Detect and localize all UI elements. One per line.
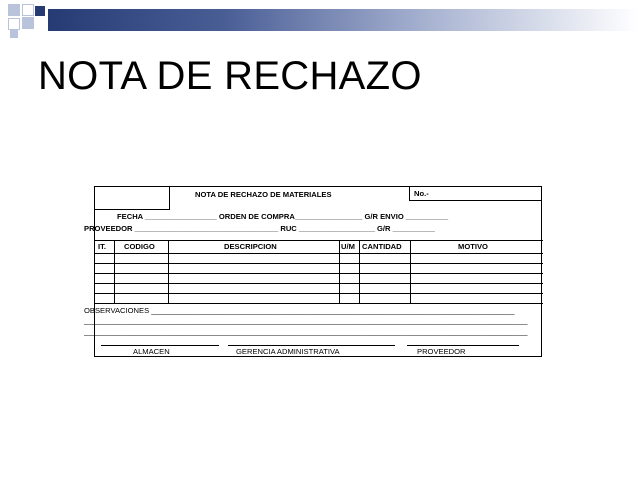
form-header-title: NOTA DE RECHAZO DE MATERIALES <box>195 190 332 199</box>
observaciones-fill: ______________________________________________________________________________________ <box>151 306 515 315</box>
col-header-descripcion: DESCRIPCION <box>224 242 277 251</box>
signature-label-almacen: ALMACEN <box>133 347 170 356</box>
signature-label-proveedor: PROVEEDOR <box>417 347 466 356</box>
observaciones-line: _________________________________________________________________________________________________________ <box>84 327 528 336</box>
deco-square <box>35 6 45 16</box>
col-header-it: IT. <box>98 242 107 251</box>
table-bottom-border <box>95 303 543 304</box>
table-col-divider <box>359 240 360 303</box>
table-col-divider <box>114 240 115 303</box>
deco-square <box>22 4 34 16</box>
signature-label-gerencia: GERENCIA ADMINISTRATIVA <box>236 347 340 356</box>
table-col-divider <box>168 240 169 303</box>
title-gradient-bar <box>48 9 638 31</box>
rejection-form <box>84 186 542 357</box>
form-number-box <box>409 187 542 201</box>
form-info-line-1: FECHA _________________ ORDEN DE COMPRA________________ G/R ENVIO __________ <box>117 212 449 221</box>
table-top-border <box>95 240 543 241</box>
table-row-line <box>95 263 543 264</box>
form-info-line-2: PROVEEDOR __________________________________ RUC __________________ G/R __________ <box>84 224 435 233</box>
signature-line-almacen <box>101 345 219 346</box>
signature-line-gerencia <box>228 345 395 346</box>
table-header-bottom <box>95 253 543 254</box>
col-header-motivo: MOTIVO <box>458 242 488 251</box>
observaciones-label: OBSERVACIONES <box>84 306 150 315</box>
table-col-divider <box>410 240 411 303</box>
table-row-line <box>95 273 543 274</box>
table-col-divider <box>339 240 340 303</box>
table-row-line <box>95 293 543 294</box>
deco-square <box>8 18 20 30</box>
form-number-label: No.- <box>414 189 429 198</box>
deco-square <box>10 30 18 38</box>
form-logo-box <box>95 187 170 210</box>
col-header-codigo: CODIGO <box>124 242 155 251</box>
signature-line-proveedor <box>407 345 519 346</box>
col-header-um: U/M <box>341 242 355 251</box>
deco-square <box>8 4 20 16</box>
slide-title: NOTA DE RECHAZO <box>38 54 422 98</box>
observaciones-row <box>84 306 514 315</box>
deco-square <box>22 17 34 29</box>
table-row-line <box>95 283 543 284</box>
observaciones-line: _________________________________________________________________________________________________________ <box>84 316 528 325</box>
col-header-cantidad: CANTIDAD <box>362 242 402 251</box>
